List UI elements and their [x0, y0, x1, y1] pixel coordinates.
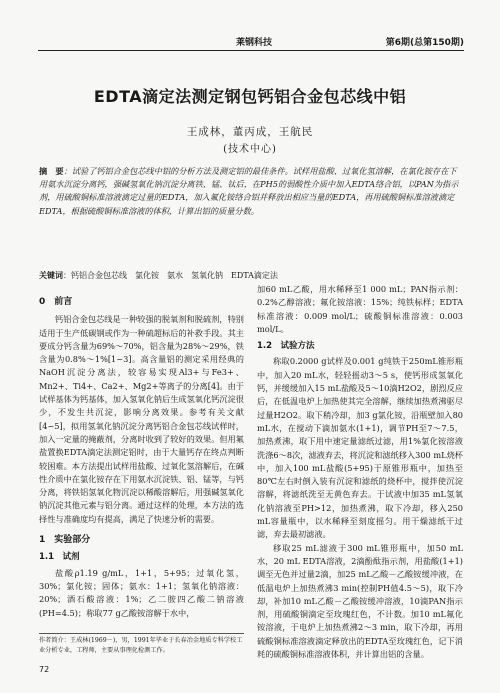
header-rule: [38, 50, 464, 51]
left-column: [39, 288, 244, 620]
abstract: [39, 165, 463, 218]
abstract-text: ：试验了钙铝合金包芯线中铝的分析方法及测定铝的最佳条件。试样用盐酸、过氧化氢溶解，在氯化铵存在下用氨水沉淀分离钙，强碱氢氧化钠沉淀分离铁、锰、钛后，在PH5的弱酸性介质中加入EDTA络合铝，以PAN为指示剂，用硫酸铜标准溶液滴定过量的EDTA，加入氟化铵络合铝并释放出相应当量的EDTA，再用硫酸铜标准溶液滴定EDTA，根据硫酸铜标准溶液的体积，计算出铝的质量分数。: [39, 166, 459, 216]
section-heading: 1 实验部分: [39, 535, 91, 546]
keywords: [39, 269, 463, 282]
keywords-label: 关键词: [39, 270, 63, 280]
authors: 王成林，董丙成，王航民: [186, 126, 314, 138]
paragraph: 钙铝合金包芯线是一种较强的脱氧剂和脱硫剂，特别适用于生产低碳钢或作为一种硫超标后的补救手段。其主要成分钙含量为69%～70%，铝含量为28%～29%，铁含量为0.8%～1%[1~3]。高含量铝的测定采用经典的NaOH沉淀分离法，较容易实现Al3+与Fe3+、Mn2+、Ti4+、Ca2+、Mg2+等离子的分离[4]。由于试样基体为钙基体，加入氢氧化钠后生成氢氧化钙沉淀很少，不发生共沉淀，影响分离效果。参考有关文献[4~5]，拟用氢氧化钠沉淀分离钙铝合金包芯线试样时，加入一定量的掩蔽剂，分离时收到了较好的效果。但用氟盐置换EDTA滴定法测定铝时，由于大量钙存在终点判断较困难。本方法提出试样用盐酸、过氧化氢溶解后，在碱性介质中在氯化铵存在下用氨水沉淀铁、铝、锰等，与钙分离，将铁铝氢氧化物沉淀以稀酸溶解后，用强碱氢氧化钠沉淀其他元素与铝分离。通过这样的处理，本方法的选择性与准确度均有提高，满足了快速分析的需要。: [39, 314, 244, 524]
subsection-heading: 1.2 试验方法: [257, 341, 315, 352]
author-footnote: 作者简介：王成林(1969－)，男，1991年毕业于长春冶金地质专科学校工业分析专业，工程师，主要从事理化检测工作。: [39, 633, 244, 655]
affiliation: (技术中心): [223, 144, 277, 155]
right-column: [257, 283, 463, 661]
article-title: EDTA滴定法测定钢包钙铝合金包芯线中铝: [93, 87, 407, 106]
abstract-label: 摘 要: [39, 166, 64, 176]
paragraph: 称取0.2000 g试样及0.001 g纯铁于250mL锥形瓶中，加入20 mL水，轻轻摇动3～5 s，使钙形成氢氧化钙，并缓缓加入15 mL盐酸及5～10滴H2O2，剧烈反应后，在低温电炉上加热使其完全溶解，继续加热煮沸驱尽过量H2O2。取下稍冷却，加3 g氯化铵，沿瓶壁加入80 mL水，在搅动下滴加氨水(1+1)，调节PH至7～7.5，加热煮沸，取下用中速定量滤纸过滤，用1%氯化铵溶液洗涤6～8次，滤液弃去，将沉淀和滤纸移入300 mL烧杯中，加入100 mL盐酸(5+95)于原锥形瓶中，加热至80℃左右时倒入装有沉淀和滤纸的烧杯中，搅拌使沉淀溶解，将滤纸洗至无黄色弃去。于试液中加35 mL氢氧化钠溶液至PH>12，加热煮沸，取下冷却，移入250 mL容量瓶中，以水稀释至刻度摇匀。用干燥滤纸干过滤，弃去最初滤液。: [257, 356, 463, 540]
paragraph: 盐酸ρ1.19 g/mL，1+1，5+95；过氧化氢，30%；氯化铵；固体；氨水：1+1；氢氧化钠溶液：20%；酒石酸溶液：1%；乙二胺四乙酸二钠溶液(PH=4.5)；称取77 g乙酸铵溶解于水中，: [39, 567, 244, 618]
subsection-heading: 1.1 试剂: [39, 552, 80, 563]
running-header: [38, 33, 464, 47]
paragraph: 加60 mL乙酸，用水稀释至1 000 mL；PAN指示剂：0.2%乙醇溶液；氟化铵溶液：15%；纯铁标样；EDTA标准溶液：0.009 mol/L；硫酸铜标准溶液：0.003 mol/L。: [257, 284, 463, 334]
journal-name: 莱钢科技: [236, 38, 273, 48]
issue-number: 第6期(总第150期): [385, 38, 464, 48]
section-heading: 0 前言: [39, 297, 73, 307]
keywords-text: ：钙铝合金包芯线 氯化铵 氨水 氢氧化钠 EDTA滴定法: [63, 271, 278, 280]
paragraph: 移取25 mL滤液于300 mL锥形瓶中，加50 mL水，20 mL EDTA溶液，2滴酚酞指示剂，用盐酸(1+1)调至无色并过量2滴，加25 mL乙酸－乙酸铵缓冲液，在低温电炉上加热煮沸3 min(控制PH值4.5～5)，取下冷却，补加10 mL乙酸－乙酸铵缓冲溶液，10滴PAN指示剂，用硫酸铜滴定至玫瑰红色，不计数。加10 mL氟化铵溶液，于电炉上加热煮沸2～3 min，取下冷却，再用硫酸铜标准溶液滴定释放出的EDTA至玫瑰红色，记下消耗的硫酸铜标准溶液体积，并计算出铝的含量。: [257, 542, 463, 660]
page-number: 72: [39, 665, 50, 674]
